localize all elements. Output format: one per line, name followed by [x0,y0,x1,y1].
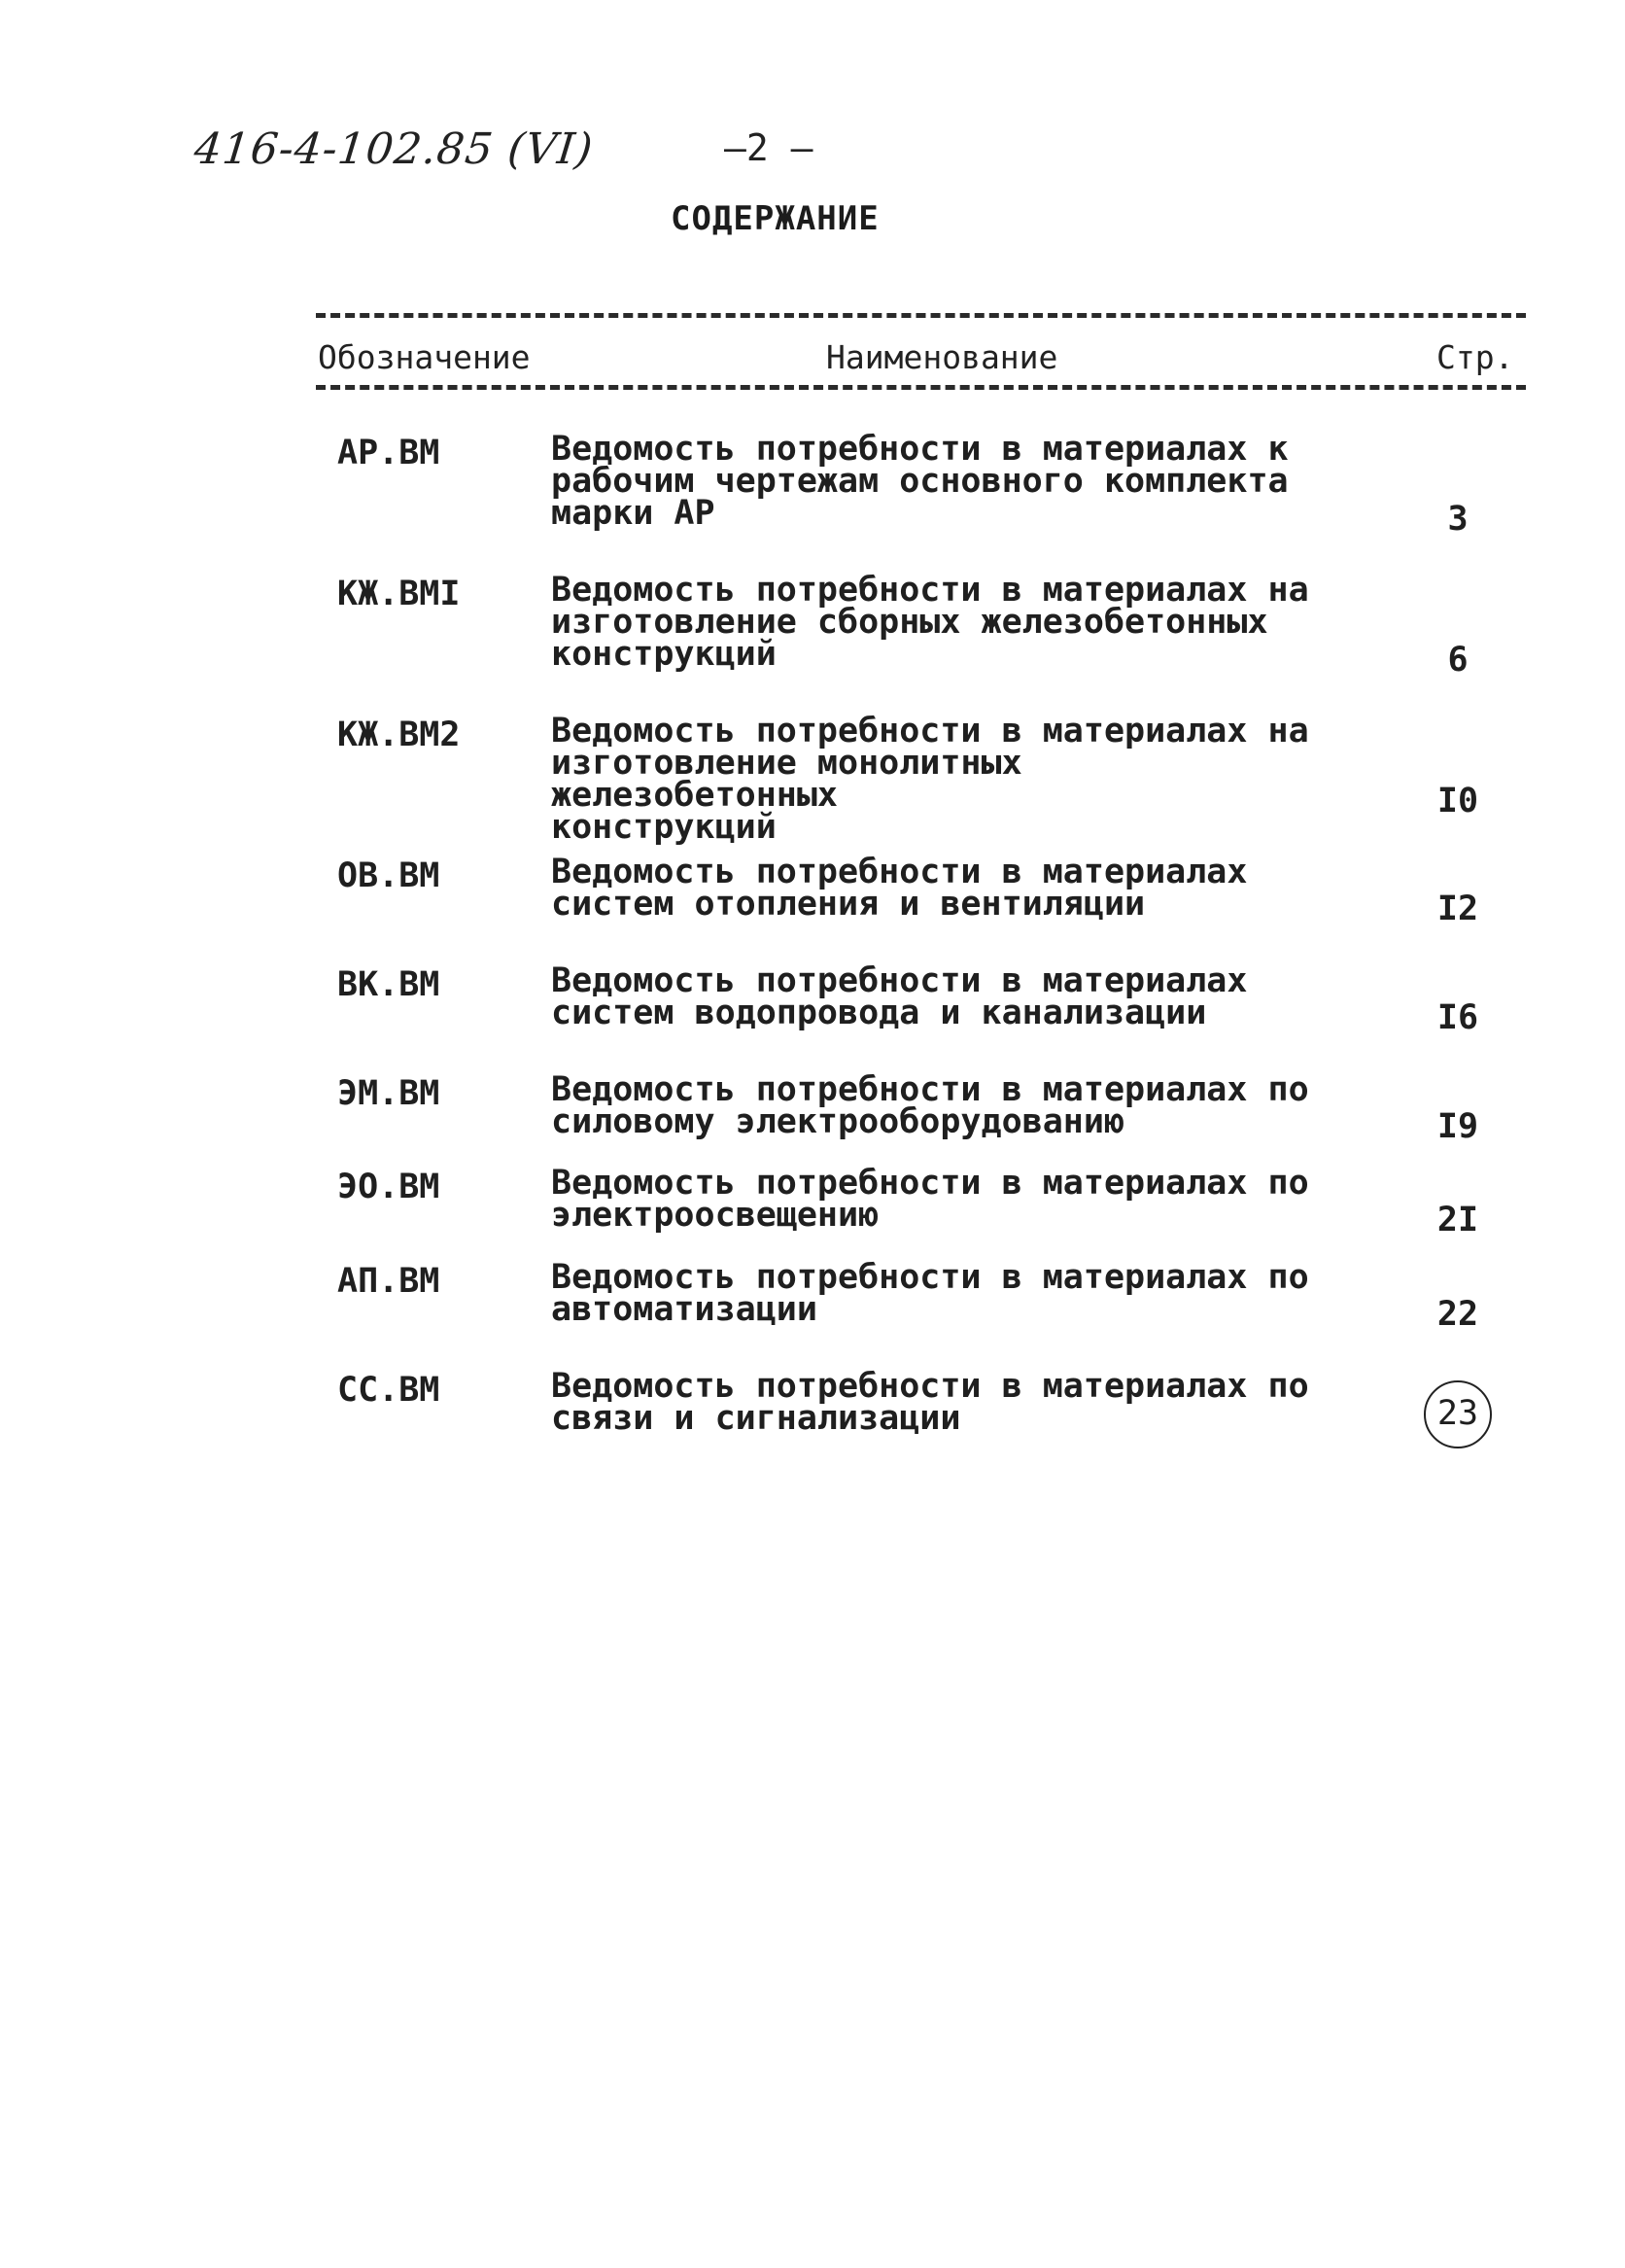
row-name: Ведомость потребности в материалах по силовому электрооборудованию [551,1070,1309,1141]
row-name: Ведомость потребности в материалах по электроосвещению [551,1164,1309,1235]
row-page: 2I [1436,1201,1479,1239]
row-code: ОВ.ВМ [337,856,440,895]
table-top-divider [316,313,1526,318]
row-code: ВК.ВМ [337,965,440,1004]
row-name: Ведомость потребности в материалах на изготовление сборных железобетонных конструкций [551,571,1309,674]
page-number: –2 – [724,126,813,169]
page-title: СОДЕРЖАНИЕ [671,199,880,238]
row-code: КЖ.ВМI [337,575,461,613]
row-page: I9 [1436,1107,1479,1146]
row-name: Ведомость потребности в материалах к рабочим чертежам основного комплекта марки АР [551,430,1289,533]
row-page: I6 [1436,998,1479,1037]
row-page: 22 [1436,1295,1479,1334]
row-code: ЭО.ВМ [337,1168,440,1206]
circled-page-number: 23 [1424,1380,1492,1448]
row-code: КЖ.ВМ2 [337,715,461,754]
row-page: 3 [1447,500,1469,539]
row-code: АР.ВМ [337,434,440,472]
column-header-name: Наименование [826,338,1058,376]
table-header-divider [316,385,1526,390]
row-name: Ведомость потребности в материалах по связи и сигнализации [551,1367,1309,1438]
document-code: 416-4-102.85 (VI) [191,124,596,174]
row-code: АП.ВМ [337,1262,440,1301]
row-name: Ведомость потребности в материалах на изготовление монолитных железобетонных конструкций [551,712,1309,847]
row-code: ЭМ.ВМ [337,1074,440,1113]
row-code: СС.ВМ [337,1371,440,1410]
column-header-code: Обозначение [318,338,531,376]
row-page: I0 [1436,782,1479,820]
row-page [1414,1380,1502,1448]
row-name: Ведомость потребности в материалах по автоматизации [551,1258,1309,1329]
row-name: Ведомость потребности в материалах систем водопровода и канализации [551,961,1248,1032]
row-page: 6 [1447,641,1469,680]
row-page: I2 [1436,890,1479,928]
row-name: Ведомость потребности в материалах систем отопления и вентиляции [551,853,1248,924]
column-header-page: Стр. [1436,338,1514,376]
